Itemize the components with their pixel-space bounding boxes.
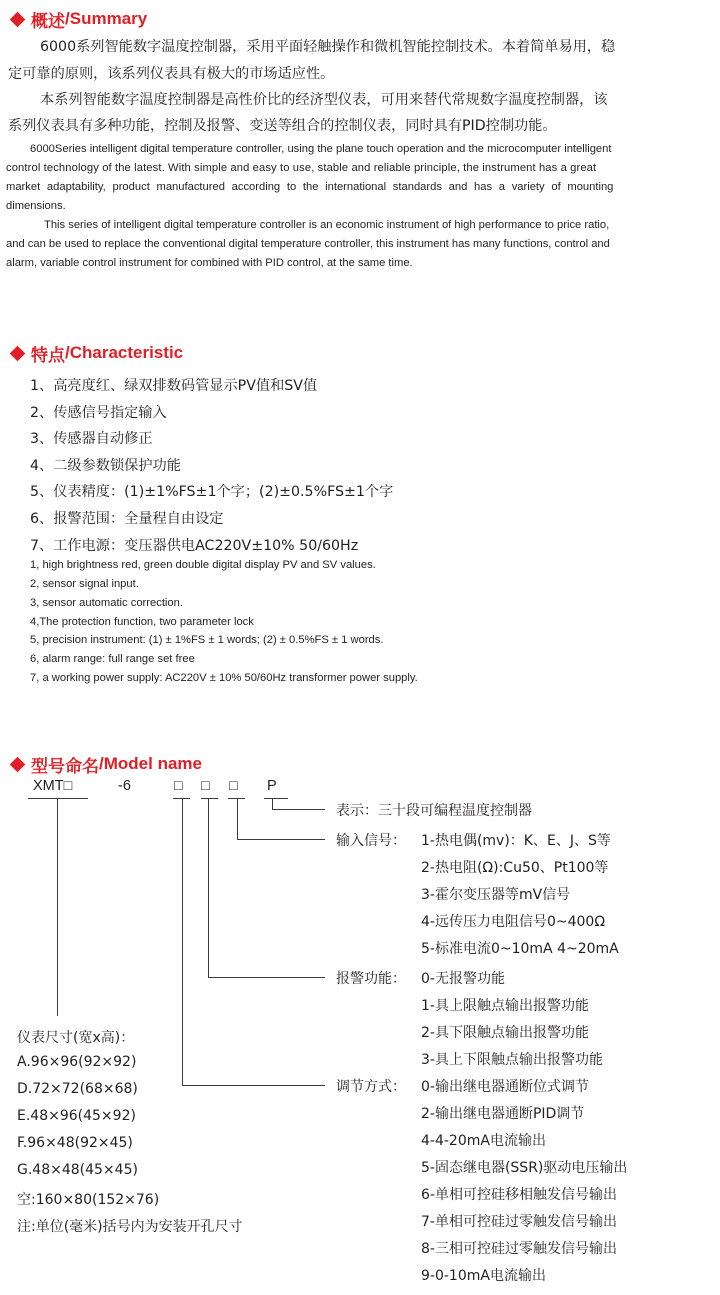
- summary-heading-cn: 概述: [31, 11, 65, 32]
- option-item: 0-输出继电器通断位式调节: [421, 1079, 589, 1095]
- option-item: 4-4-20mA电流输出: [421, 1133, 546, 1149]
- option-item: G.48×48(45×45): [17, 1162, 138, 1178]
- text-line: 6000系列智能数字温度控制器，采用平面轻触操作和微机智能控制技术。本着简单易用，稳: [40, 39, 616, 55]
- connector-control-horizontal: [182, 1085, 325, 1086]
- option-item: 0-无报警功能: [421, 971, 505, 987]
- model-code-prefix: XMT□: [33, 778, 73, 794]
- summary-heading: [8, 6, 147, 32]
- option-item: 5-标准电流0~10mA 4~20mA: [421, 941, 619, 957]
- option-item: F.96×48(92×45): [17, 1135, 133, 1151]
- text-line: alarm, variable control instrument for combined with PID control, at the same time.: [6, 257, 413, 269]
- option-item: 2-输出继电器通断PID调节: [421, 1106, 585, 1122]
- list-item: 4、二级参数锁保护功能: [30, 458, 181, 474]
- list-item: 3, sensor automatic correction.: [30, 597, 183, 609]
- option-item: 5-固态继电器(SSR)驱动电压输出: [421, 1160, 628, 1176]
- list-item: 1、高亮度红、绿双排数码管显示PV值和SV值: [30, 378, 318, 394]
- control-mode-label: 调节方式：: [336, 1079, 406, 1095]
- list-item: 5, precision instrument: (1) ± 1%FS ± 1 words; (2) ± 0.5%FS ± 1 words.: [30, 634, 384, 646]
- alarm-function-label: 报警功能：: [336, 971, 406, 987]
- connector-input-vertical: [237, 798, 238, 840]
- underline-prefix: [28, 798, 88, 799]
- list-item: 2, sensor signal input.: [30, 578, 139, 590]
- option-item: 2-具下限触点输出报警功能: [421, 1025, 589, 1041]
- connector-alarm-vertical: [208, 798, 209, 978]
- text-line: market adaptability, product manufactured according to the international standards and has a variety of mounting: [6, 181, 614, 193]
- summary-heading-sep: /: [65, 9, 70, 28]
- model-code-slot-alarm-control: □: [174, 778, 183, 794]
- model-code-slot-input: □: [229, 778, 238, 794]
- model-code-series: -6: [118, 778, 131, 794]
- connector-suffix-horizontal: [272, 809, 325, 810]
- characteristic-heading: [8, 340, 183, 366]
- option-item: D.72×72(68×68): [17, 1081, 138, 1097]
- model-name-heading-en: Model name: [103, 754, 202, 773]
- option-item: 1-热电偶(mv)：K、E、J、S等: [421, 833, 611, 849]
- characteristic-heading-en: Characteristic: [69, 343, 184, 362]
- model-code-slot-alarm: □: [201, 778, 210, 794]
- input-signal-label: 输入信号：: [336, 833, 406, 849]
- list-item: 4,The protection function, two parameter lock: [30, 616, 254, 628]
- text-line: control technology of the latest. With simple and easy to use, stable and reliable principle, the instrument has a great: [6, 162, 597, 174]
- diamond-bullet-icon: [10, 11, 26, 27]
- text-line: 6000Series intelligent digital temperature controller, using the plane touch operation and the microcomputer intelligent: [30, 143, 612, 155]
- text-line: 本系列智能数字温度控制器是高性价比的经济型仪表，可用来替代常规数字温度控制器，该: [40, 92, 608, 108]
- list-item: 5、仪表精度：(1)±1%FS±1个字；(2)±0.5%FS±1个字: [30, 484, 394, 500]
- option-item: 2-热电阻(Ω):Cu50、Pt100等: [421, 860, 609, 876]
- option-item: 空:160×80(152×76): [17, 1192, 160, 1208]
- option-item: 4-远传压力电阻信号0~400Ω: [421, 914, 606, 930]
- connector-control-vertical: [182, 798, 183, 1086]
- list-item: 6, alarm range: full range set free: [30, 653, 195, 665]
- size-label: 仪表尺寸(宽x高)：: [17, 1030, 135, 1046]
- option-item: 9-0-10mA电流输出: [421, 1268, 546, 1284]
- text-line: and can be used to replace the conventional digital temperature controller, this instrument has many functions, control and: [6, 238, 610, 250]
- option-item: E.48×96(45×92): [17, 1108, 136, 1124]
- model-name-heading-sep: /: [99, 754, 104, 773]
- characteristic-heading-sep: /: [65, 343, 70, 362]
- text-line: 定可靠的原则，该系列仪表具有极大的市场适应性。: [8, 66, 335, 82]
- list-item: 3、传感器自动修正: [30, 431, 153, 447]
- size-note: 注:单位(毫米)括号内为安装开孔尺寸: [17, 1219, 243, 1235]
- text-line: 系列仪表具有多种功能，控制及报警、变送等组合的控制仪表，同时具有PID控制功能。: [8, 118, 557, 134]
- option-item: 1-具上限触点输出报警功能: [421, 998, 589, 1014]
- option-item: 7-单相可控硅过零触发信号输出: [421, 1214, 617, 1230]
- list-item: 7、工作电源：变压器供电AC220V±10% 50/60Hz: [30, 538, 359, 554]
- option-item: 6-单相可控硅移相触发信号输出: [421, 1187, 617, 1203]
- connector-alarm-horizontal: [208, 977, 325, 978]
- list-item: 7, a working power supply: AC220V ± 10% 50/60Hz transformer power supply.: [30, 672, 418, 684]
- option-item: 8-三相可控硅过零触发信号输出: [421, 1241, 617, 1257]
- text-line: dimensions.: [6, 200, 66, 212]
- underline-suffix: [264, 798, 288, 799]
- model-code-suffix: P: [267, 778, 277, 794]
- list-item: 2、传感信号指定输入: [30, 405, 167, 421]
- underline-slot2: [201, 798, 218, 799]
- option-item: 3-具上下限触点输出报警功能: [421, 1052, 603, 1068]
- text-line: This series of intelligent digital temperature controller is an economic instrument of high performance to price ratio,: [44, 219, 610, 231]
- model-name-heading: [8, 751, 202, 777]
- option-item: A.96×96(92×92): [17, 1054, 137, 1070]
- diamond-bullet-icon: [10, 756, 26, 772]
- option-item: 3-霍尔变压器等mV信号: [421, 887, 571, 903]
- summary-heading-en: Summary: [69, 9, 148, 28]
- connector-size: [57, 798, 58, 1016]
- diamond-bullet-icon: [10, 345, 26, 361]
- characteristic-heading-cn: 特点: [31, 345, 65, 366]
- suffix-description: 表示：三十段可编程温度控制器: [336, 803, 532, 819]
- model-name-heading-cn: 型号命名: [31, 756, 99, 777]
- connector-input-horizontal: [237, 839, 325, 840]
- list-item: 6、报警范围：全量程自由设定: [30, 511, 224, 527]
- list-item: 1, high brightness red, green double digital display PV and SV values.: [30, 559, 376, 571]
